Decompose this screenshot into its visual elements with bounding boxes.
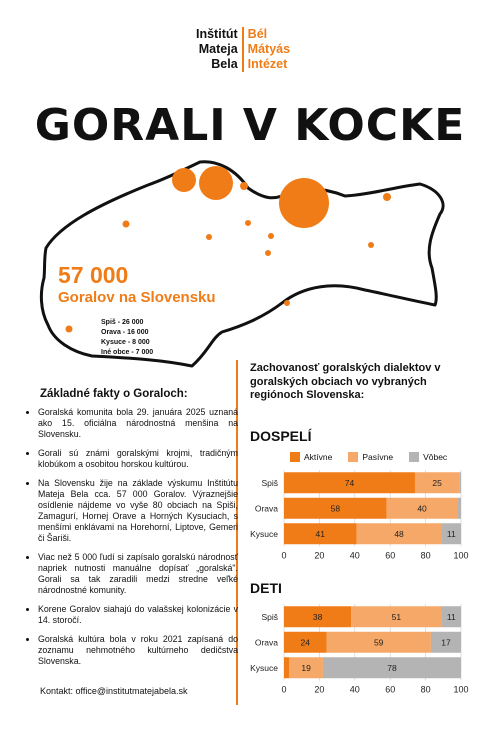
logo-text: Bela bbox=[211, 57, 238, 71]
x-tick-label: 40 bbox=[349, 684, 360, 695]
x-tick-label: 60 bbox=[385, 684, 396, 695]
page-title: GORALI V KOCKE bbox=[34, 100, 466, 151]
legend-item bbox=[409, 452, 447, 462]
region-dot bbox=[265, 250, 271, 256]
y-category-label: Kysuce bbox=[250, 662, 278, 673]
x-tick-label: 80 bbox=[420, 684, 431, 695]
chart-title: Zachovanosť goralských dialektov v goralských obciach vo vybraných regiónoch Slovenska: bbox=[250, 362, 441, 401]
region-dot bbox=[66, 326, 73, 333]
region-line: Spiš - 26 000 bbox=[101, 319, 144, 326]
data-label: 48 bbox=[394, 528, 404, 539]
logo-text: Mateja bbox=[198, 42, 238, 56]
legend-label: Pasívne bbox=[362, 452, 394, 462]
region-breakdown bbox=[101, 318, 153, 358]
data-label: 51 bbox=[391, 611, 402, 622]
region-dot bbox=[199, 166, 233, 200]
bar-segment bbox=[284, 657, 289, 678]
data-label: 74 bbox=[344, 477, 355, 488]
region-dot bbox=[240, 182, 248, 190]
region-dot bbox=[368, 242, 374, 248]
goral-count-label: Goralov na Slovensku bbox=[58, 289, 216, 306]
region-dot bbox=[245, 220, 251, 226]
y-category-label: Kysuce bbox=[250, 528, 278, 539]
region-dot bbox=[279, 178, 329, 228]
fact-item: • Viac než 5 000 ľudí si zapísalo goralskú národnosť napriek nutnosti manuálne dopísať „goralská". Gorali sa tak zaradili medzi stredne veľké národnostné komunity. bbox=[38, 552, 238, 596]
region-dot bbox=[172, 168, 196, 192]
y-category-label: Orava bbox=[254, 637, 278, 648]
region-line: Iné obce - 7 000 bbox=[101, 349, 154, 356]
logo-text: Inštitút bbox=[196, 27, 238, 41]
fact-item: • Gorali sú známi goralskými krojmi, tradičným klobúkom a osobitou horskou kultúrou. bbox=[38, 448, 238, 470]
section-title-adults: DOSPELÍ bbox=[250, 428, 312, 444]
data-label: 40 bbox=[417, 503, 427, 514]
data-label: 11 bbox=[446, 611, 456, 622]
logo-text: Mátyás bbox=[247, 42, 291, 56]
data-label: 41 bbox=[315, 528, 326, 539]
facts-list bbox=[22, 407, 238, 675]
data-label: 24 bbox=[300, 637, 310, 648]
fact-item: • Goralská kultúra bola v roku 2021 zapísaná do zoznamu nehmotného kultúrneho dedičstva Slovenska. bbox=[38, 634, 238, 667]
goral-count: 57 000 bbox=[58, 262, 129, 288]
x-tick-label: 40 bbox=[349, 550, 360, 561]
x-tick-label: 60 bbox=[385, 550, 396, 561]
x-tick-label: 20 bbox=[314, 684, 325, 695]
data-label: 59 bbox=[373, 637, 384, 648]
legend-item bbox=[348, 452, 393, 462]
region-dot bbox=[268, 233, 274, 239]
bar-segment bbox=[459, 472, 461, 493]
contact-line: Kontakt: office@institutmatejabela.sk bbox=[40, 686, 188, 696]
section-title-children: DETI bbox=[250, 580, 282, 596]
legend-swatch bbox=[348, 452, 358, 462]
legend-swatch bbox=[409, 452, 419, 462]
bar-segment bbox=[457, 498, 461, 519]
x-tick-label: 100 bbox=[453, 684, 469, 695]
chart-legend bbox=[290, 452, 463, 462]
fact-item: • Na Slovensku žije na základe výskumu Inštitútu Mateja Bela cca. 57 000 Goralov. Výraznejšie osídlenie nájdeme vo vyše 80 obciach na Spiši, Zamagurí, Hornej Orave a Horných Kysuciach, s menšími enklávami na Horehorní, Liptove, Gemeri či Šariši. bbox=[38, 478, 238, 544]
x-tick-label: 80 bbox=[420, 550, 431, 561]
legend-item bbox=[290, 452, 332, 462]
region-line: Orava - 16 000 bbox=[101, 329, 149, 336]
x-tick-label: 0 bbox=[281, 550, 287, 561]
y-category-label: Spiš bbox=[261, 477, 278, 488]
data-label: 58 bbox=[330, 503, 341, 514]
data-label: 19 bbox=[301, 662, 311, 673]
legend-swatch bbox=[290, 452, 300, 462]
fact-item: • Goralská komunita bola 29. januára 2025 uznaná ako 15. oficiálna národnostná menšina na Slovensku. bbox=[38, 407, 238, 440]
data-label: 38 bbox=[312, 611, 323, 622]
region-dot bbox=[383, 193, 391, 201]
x-tick-label: 0 bbox=[281, 684, 287, 695]
legend-label: Aktívne bbox=[304, 452, 333, 462]
logo-text: Intézet bbox=[247, 57, 288, 71]
legend-label: Vôbec bbox=[423, 452, 448, 462]
region-dot bbox=[206, 234, 212, 240]
region-dot bbox=[123, 221, 130, 228]
x-tick-label: 100 bbox=[453, 550, 469, 561]
data-label: 78 bbox=[387, 662, 397, 673]
y-category-label: Spiš bbox=[261, 611, 278, 622]
fact-item: • Korene Goralov siahajú do valašskej kolonizácie v 14. storočí. bbox=[38, 604, 238, 626]
data-label: 25 bbox=[432, 477, 442, 488]
y-category-label: Orava bbox=[254, 503, 278, 514]
x-tick-label: 20 bbox=[314, 550, 325, 561]
data-label: 11 bbox=[446, 528, 456, 539]
region-dot bbox=[284, 300, 290, 306]
logo-text: Bél bbox=[247, 27, 268, 41]
facts-heading: Základné fakty o Goraloch: bbox=[40, 388, 188, 400]
region-line: Kysuce - 8 000 bbox=[101, 339, 150, 346]
data-label: 17 bbox=[441, 637, 451, 648]
